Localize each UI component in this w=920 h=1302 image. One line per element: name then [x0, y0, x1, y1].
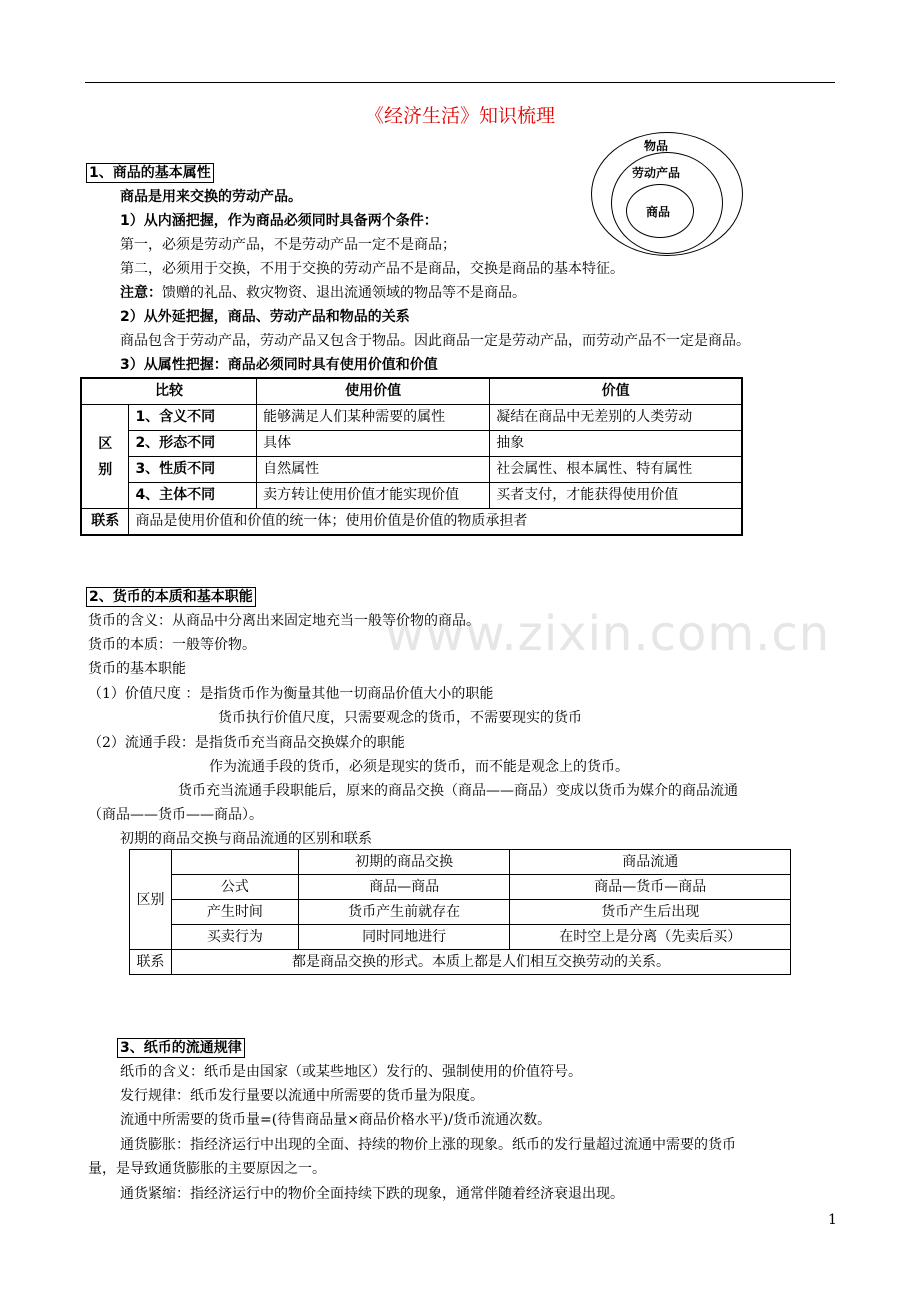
section2-heading: 2、货币的本质和基本职能 [86, 587, 256, 607]
s3-line5: 量，是导致通货膨胀的主要原因之一。 [88, 1161, 326, 1177]
watermark: www.zixin.com.cn [385, 606, 831, 662]
row-a: 商品—商品 [298, 875, 510, 900]
use-value-comparison-table [80, 377, 743, 536]
s1-line4: 第二，必须用于交换，不用于交换的劳动产品不是商品，交换是商品的基本特征。 [120, 261, 624, 277]
row-key: 买卖行为 [171, 925, 298, 950]
section1-heading: 1、商品的基本属性 [86, 163, 214, 183]
s1-line2: 1）从内涵把握，作为商品必须同时具备两个条件： [120, 213, 438, 229]
inner-label: 商品 [646, 205, 671, 219]
note-text: 馈赠的礼品、救灾物资、退出流通领域的物品等不是商品。 [162, 285, 526, 301]
header-blank [171, 850, 298, 875]
s1-line8: 3）从属性把握：商品必须同时具有使用价值和价值 [120, 357, 438, 373]
row-value: 抽象 [490, 431, 742, 457]
group-difference [81, 405, 129, 509]
link-label: 联系 [81, 509, 129, 536]
s1-line6: 2）从外延把握，商品、劳动产品和物品的关系 [120, 309, 410, 325]
s2-line2: 货币的本质：一般等价物。 [88, 637, 256, 653]
header-circulation: 商品流通 [510, 850, 791, 875]
row-use: 具体 [257, 431, 490, 457]
s2-line1: 货币的含义：从商品中分离出来固定地充当一般等价物的商品。 [88, 613, 480, 629]
s2-line5: 货币执行价值尺度，只需要观念的货币，不需要现实的货币 [218, 710, 582, 726]
s3-line6: 通货紧缩：指经济运行中的物价全面持续下跌的现象，通常伴随着经济衰退出现。 [120, 1186, 624, 1202]
page-number: 1 [828, 1212, 837, 1228]
exchange-vs-circulation-table [129, 849, 791, 975]
row-key: 2、形态不同 [129, 431, 257, 457]
link-text: 商品是使用价值和价值的统一体；使用价值是价值的物质承担者 [129, 509, 742, 536]
group-difference: 区别 [130, 850, 172, 950]
s1-line1: 商品是用来交换的劳动产品。 [120, 189, 302, 205]
table-link-row [81, 509, 742, 536]
s1-line5 [120, 283, 526, 303]
s3-line3: 流通中所需要的货币量=(待售商品量×商品价格水平)/货币流通次数。 [120, 1112, 552, 1128]
row-use: 自然属性 [257, 457, 490, 483]
s2-line4: （1）价值尺度 ：是指货币作为衡量其他一切商品价值大小的职能 [88, 686, 494, 702]
table-row [81, 483, 742, 509]
s2-line10: 初期的商品交换与商品流通的区别和联系 [120, 831, 372, 847]
row-b: 在时空上是分离（先卖后买） [510, 925, 791, 950]
header-early-exchange: 初期的商品交换 [298, 850, 510, 875]
s3-line2: 发行规律：纸币发行量要以流通中所需要的货币量为限度。 [120, 1088, 484, 1104]
page-title: 《经济生活》知识梳理 [364, 105, 555, 127]
row-key: 产生时间 [171, 900, 298, 925]
row-value: 买者支付，才能获得使用价值 [490, 483, 742, 509]
table-header-row [81, 378, 742, 405]
row-a: 货币产生前就存在 [298, 900, 510, 925]
table-row [81, 431, 742, 457]
s2-line8: 货币充当流通手段职能后，原来的商品交换（商品——商品）变成以货币为媒介的商品流通 [178, 783, 738, 799]
s3-line4: 通货膨胀：指经济运行中出现的全面、持续的物价上涨的现象。纸币的发行量超过流通中需要的货币 [120, 1137, 736, 1153]
table-header-row [130, 850, 791, 875]
group-label: 区别 [98, 435, 113, 478]
s2-line7: 作为流通手段的货币，必须是现实的货币，而不能是观念上的货币。 [209, 759, 629, 775]
row-value: 凝结在商品中无差别的人类劳动 [490, 405, 742, 431]
s1-line7: 商品包含于劳动产品，劳动产品又包含于物品。因此商品一定是劳动产品，而劳动产品不一定是商品。 [120, 333, 750, 349]
table-link-row [130, 950, 791, 975]
header-rule [85, 82, 835, 83]
table-row [130, 875, 791, 900]
outer-label: 物品 [644, 139, 669, 153]
table-row [81, 405, 742, 431]
row-key: 3、性质不同 [129, 457, 257, 483]
header-value: 价值 [490, 378, 742, 405]
s3-line1: 纸币的含义：纸币是由国家（或某些地区）发行的、强制使用的价值符号。 [120, 1064, 582, 1080]
row-use: 卖方转让使用价值才能实现价值 [257, 483, 490, 509]
header-compare: 比较 [81, 378, 257, 405]
middle-label: 劳动产品 [632, 166, 681, 180]
row-a: 同时同地进行 [298, 925, 510, 950]
row-value: 社会属性、根本属性、特有属性 [490, 457, 742, 483]
s2-line9: （商品——货币——商品）。 [88, 807, 263, 823]
row-key: 公式 [171, 875, 298, 900]
table-row [81, 457, 742, 483]
header-use-value: 使用价值 [257, 378, 490, 405]
note-label: 注意： [120, 285, 162, 301]
link-text: 都是商品交换的形式。本质上都是人们相互交换劳动的关系。 [171, 950, 790, 975]
section3-heading: 3、纸币的流通规律 [117, 1038, 245, 1058]
row-key: 1、含义不同 [129, 405, 257, 431]
s2-line6: （2）流通手段：是指货币充当商品交换媒介的职能 [88, 735, 405, 751]
table-row [130, 900, 791, 925]
row-use: 能够满足人们某种需要的属性 [257, 405, 490, 431]
row-key: 4、主体不同 [129, 483, 257, 509]
s2-line3: 货币的基本职能 [88, 661, 186, 677]
row-b: 商品—货币—商品 [510, 875, 791, 900]
s1-line3: 第一，必须是劳动产品，不是劳动产品一定不是商品； [120, 237, 456, 253]
link-label: 联系 [130, 950, 172, 975]
table-row [130, 925, 791, 950]
row-b: 货币产生后出现 [510, 900, 791, 925]
